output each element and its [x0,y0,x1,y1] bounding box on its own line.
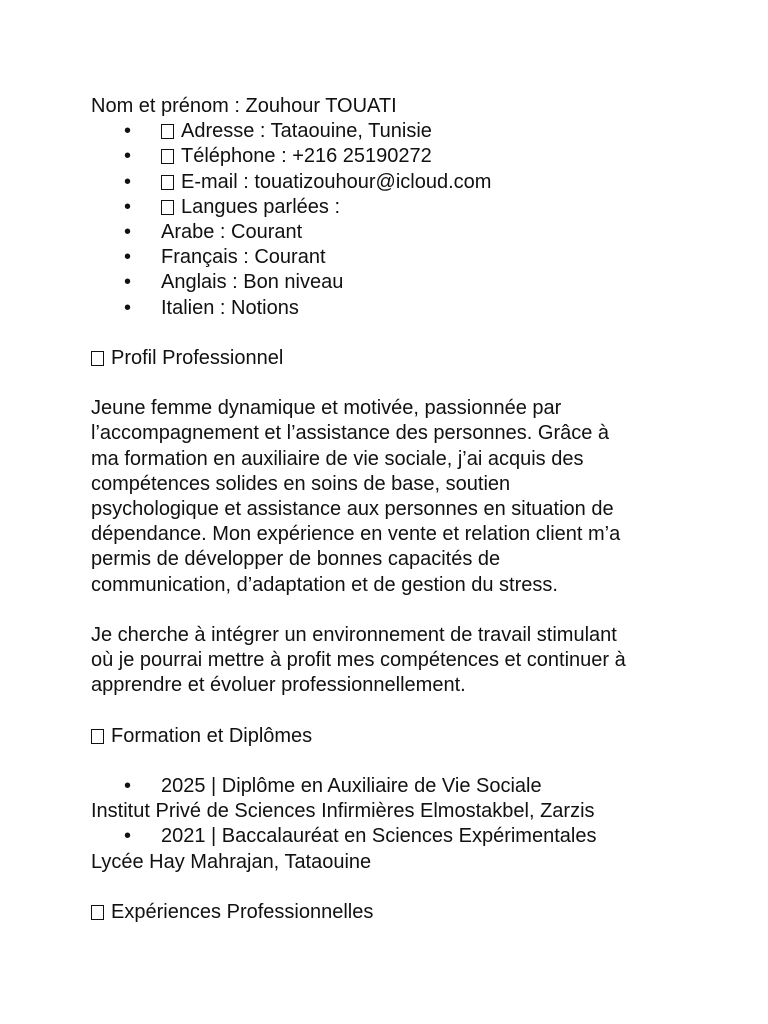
bullet: • [124,296,132,319]
contact-address: Adresse : Tataouine, Tunisie [181,120,432,143]
document-body [91,94,691,925]
contact-item-languages [91,195,691,220]
bullet: • [124,271,132,294]
language-english: Anglais : Bon niveau [161,271,344,294]
bullet: • [124,120,132,143]
paragraph-line: apprendre et évoluer professionnellement. [91,674,466,697]
experience-heading: Expériences Professionnelles [91,900,691,925]
paragraph-line: l’accompagnement et l’assistance des personnes. Grâce à [91,422,610,445]
paragraph-line: Je cherche à intégrer un environnement de travail stimulant [91,623,617,646]
missing-glyph-icon [161,124,174,139]
education-entry-title: • 2021 | Baccalauréat en Sciences Expérimentales [91,824,691,849]
bullet: • [124,220,132,243]
profile-paragraph [91,396,671,598]
language-italian: Italien : Notions [161,296,299,319]
education-entry-school: Lycée Hay Mahrajan, Tataouine [91,850,372,873]
missing-glyph-icon [91,905,104,920]
missing-glyph-icon [161,200,174,215]
paragraph-line: permis de développer de bonnes capacités de [91,548,501,571]
contact-email: E-mail : touatizouhour@icloud.com [181,170,492,193]
missing-glyph-icon [161,175,174,190]
contact-item-email [91,170,691,195]
language-item [91,296,691,321]
contact-phone: Téléphone : +216 25190272 [181,145,432,168]
paragraph-line: dépendance. Mon expérience en vente et relation client m’a [91,523,621,546]
language-item [91,245,691,270]
paragraph-line: où je pourrai mettre à profit mes compétences et continuer à [91,649,626,672]
profile-heading: Profil Professionnel [91,346,691,371]
language-arabic: Arabe : Courant [161,220,303,243]
language-french: Français : Courant [161,246,326,269]
objective-paragraph [91,623,671,699]
bullet: • [124,246,132,269]
missing-glyph-icon [91,729,104,744]
paragraph-line: psychologique et assistance aux personnes en situation de [91,498,614,520]
paragraph-line: Jeune femme dynamique et motivée, passionnée par [91,397,562,420]
bullet: • [124,145,132,168]
contact-item-address [91,119,691,144]
contact-item-phone [91,144,691,169]
education-entry-title: • 2025 | Diplôme en Auxiliaire de Vie Sociale [91,774,691,799]
bullet: • [124,195,132,218]
language-item [91,220,691,245]
education-heading: Formation et Diplômes [91,724,691,749]
paragraph-line: ma formation en auxiliaire de vie sociale, j’ai acquis des [91,447,584,470]
languages-label: Langues parlées : [181,195,341,218]
language-item [91,270,691,295]
missing-glyph-icon [161,149,174,164]
education-entry-school: Institut Privé de Sciences Infirmières Elmostakbel, Zarzis [91,800,595,823]
bullet: • [124,170,132,193]
missing-glyph-icon [91,351,104,366]
bullet: • [124,825,132,848]
paragraph-line: communication, d’adaptation et de gestion du stress. [91,573,558,596]
paragraph-line: compétences solides en soins de base, soutien [91,472,511,495]
bullet: • [124,775,132,798]
name-line: Nom et prénom : Zouhour TOUATI [91,95,397,117]
